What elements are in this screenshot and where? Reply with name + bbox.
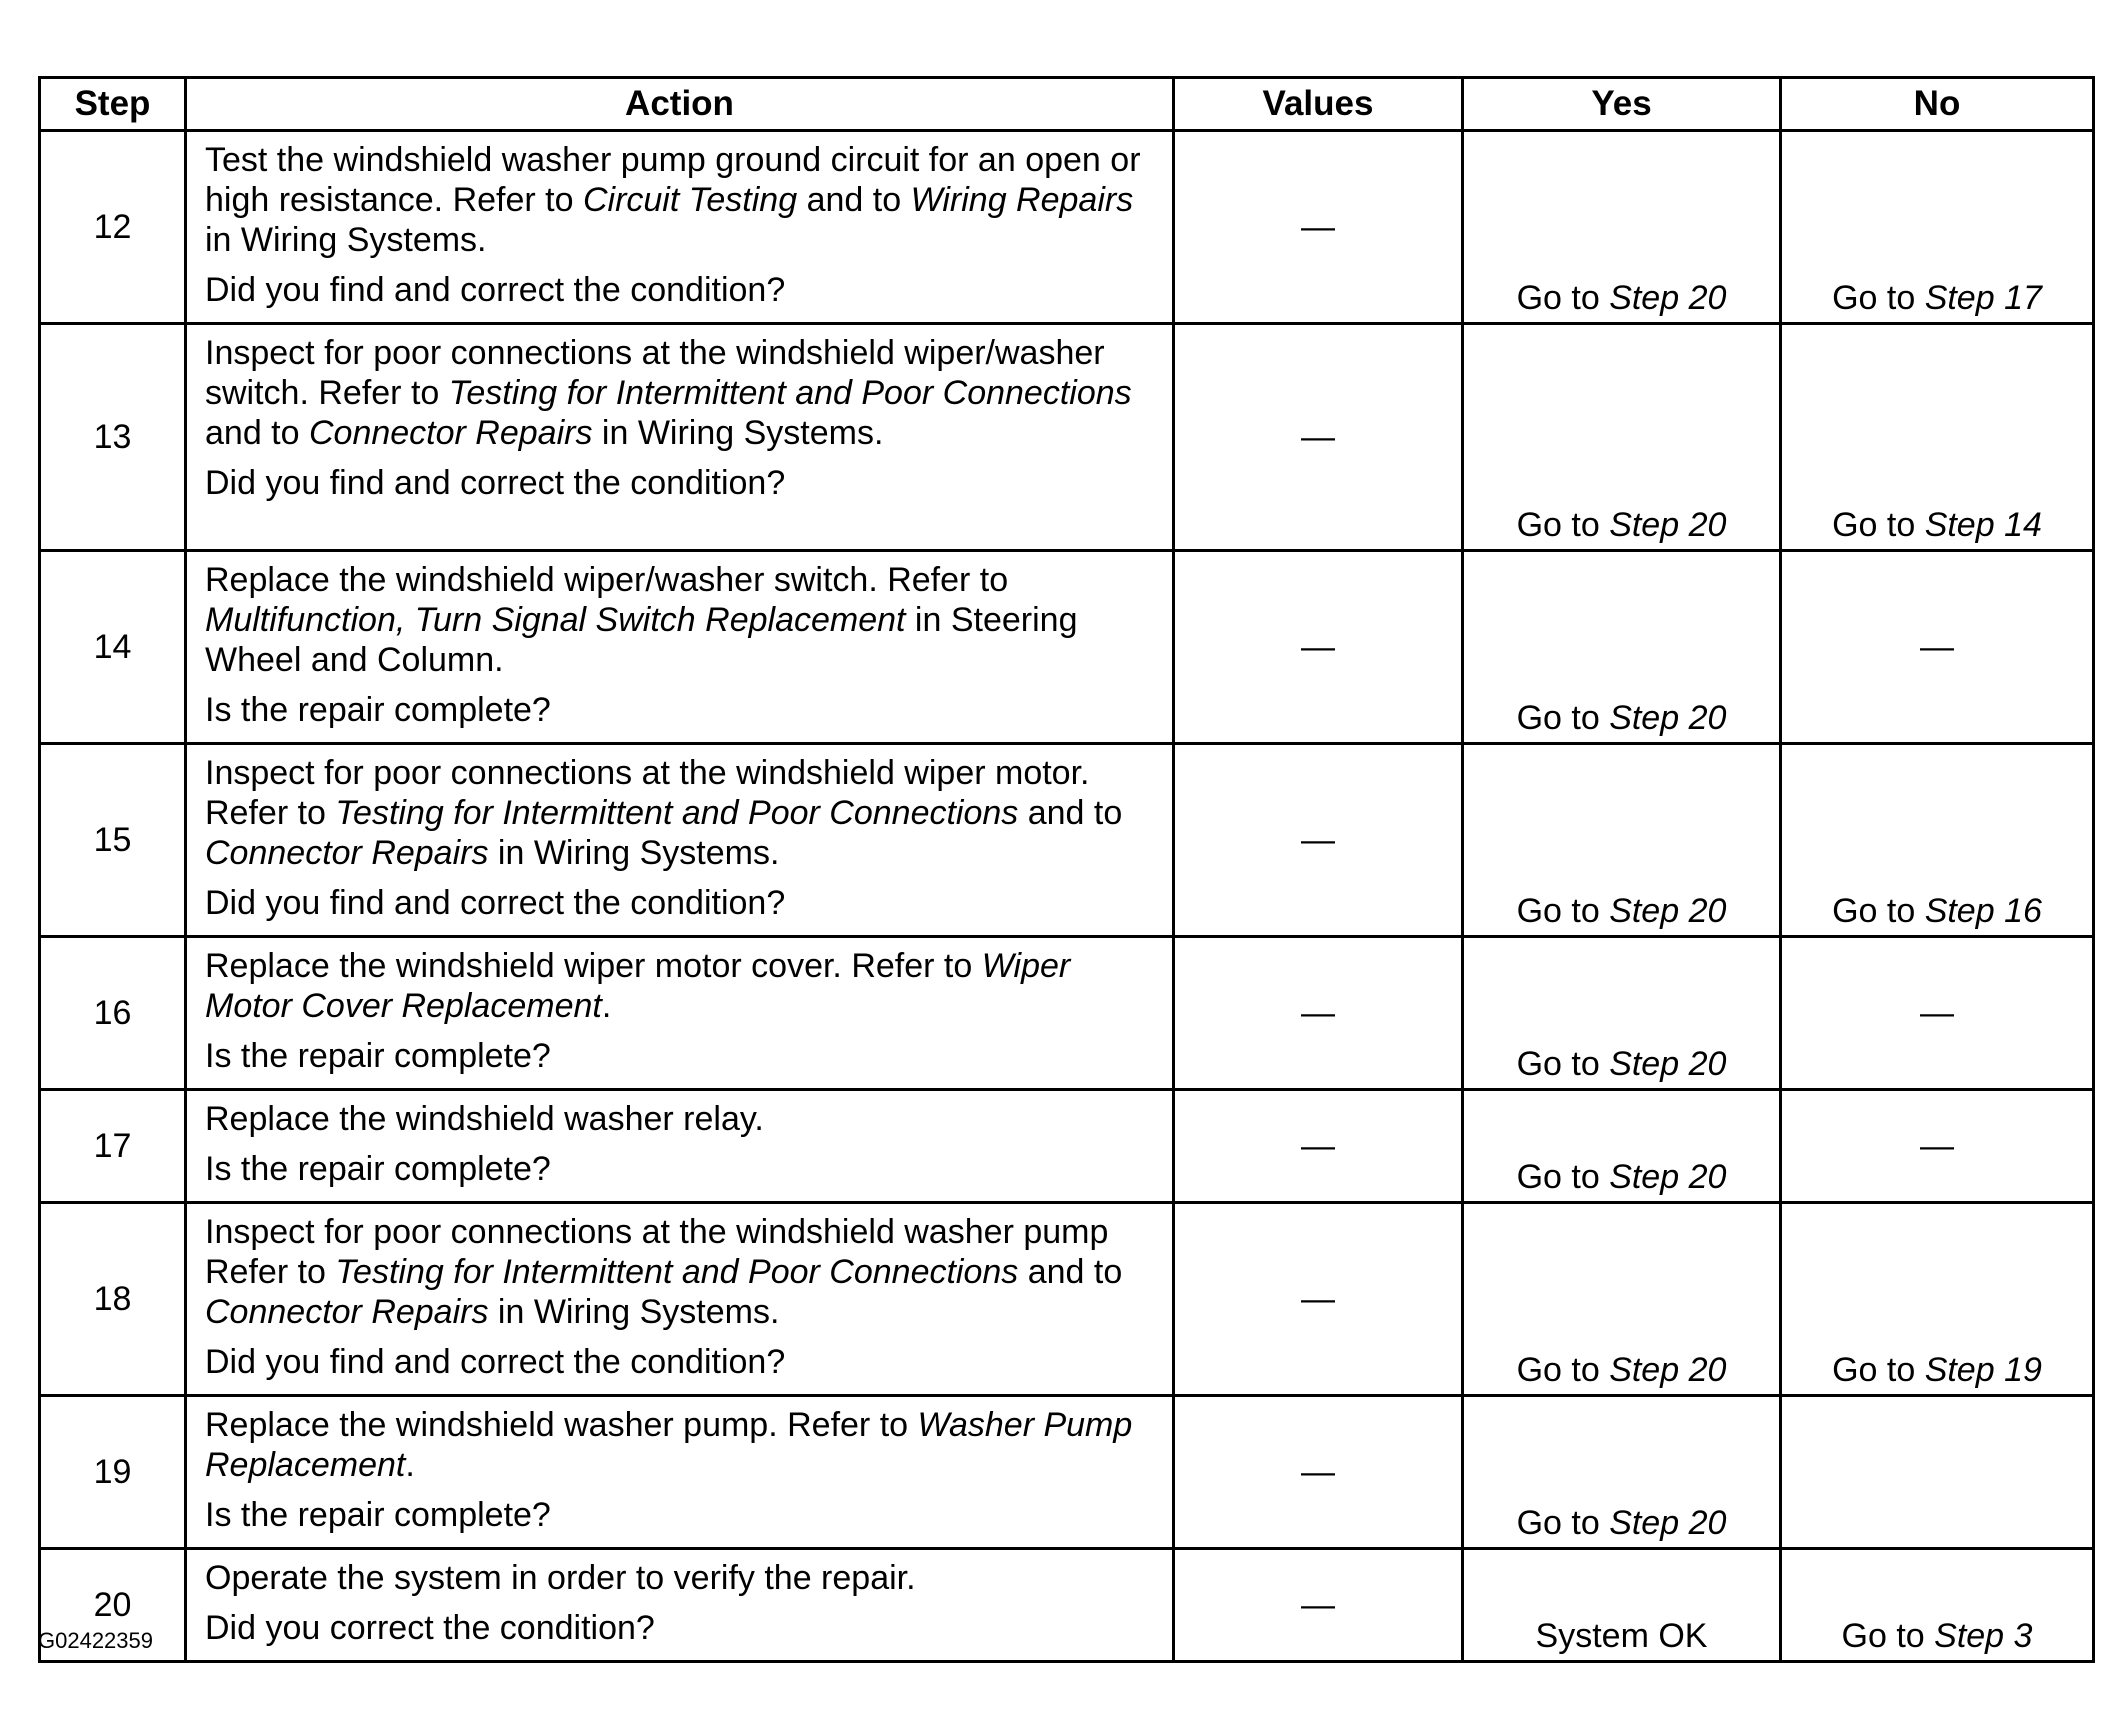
no-cell: —	[1781, 551, 2094, 744]
values-cell: —	[1174, 1090, 1463, 1203]
table-row	[40, 937, 2094, 1090]
no-cell: Go to Step 14	[1781, 324, 2094, 551]
table-row	[40, 131, 2094, 324]
header-row	[40, 78, 2094, 131]
step-number: 17	[40, 1090, 186, 1203]
table-row	[40, 1549, 2094, 1662]
diagnostic-table	[38, 76, 2095, 1663]
yes-cell: Go to Step 20	[1463, 551, 1781, 744]
action-cell	[186, 551, 1174, 744]
values-cell: —	[1174, 1396, 1463, 1549]
yes-cell: Go to Step 20	[1463, 1396, 1781, 1549]
no-cell	[1781, 1396, 2094, 1549]
action-question: Did you find and correct the condition?	[205, 884, 786, 922]
action-cell	[186, 131, 1174, 324]
yes-cell: Go to Step 20	[1463, 937, 1781, 1090]
header-step: Step	[40, 78, 186, 131]
table-row	[40, 744, 2094, 937]
action-question: Is the repair complete?	[205, 1037, 551, 1075]
header-action: Action	[186, 78, 1174, 131]
table-row	[40, 551, 2094, 744]
table-row	[40, 1396, 2094, 1549]
step-number: 13	[40, 324, 186, 551]
action-question: Did you find and correct the condition?	[205, 271, 786, 309]
values-cell: —	[1174, 1203, 1463, 1396]
step-number: 18	[40, 1203, 186, 1396]
step-number: 20	[40, 1549, 186, 1662]
action-instruction: Replace the windshield wiper/washer switch. Refer to Multifunction, Turn Signal Switch Replacement in Steering Wheel and Column.	[205, 561, 1078, 679]
step-number: 16	[40, 937, 186, 1090]
action-instruction: Inspect for poor connections at the windshield wiper/washer switch. Refer to Testing for Intermittent and Poor Connections and to Connector Repairs in Wiring Systems.	[205, 334, 1132, 452]
step-number: 19	[40, 1396, 186, 1549]
header-values: Values	[1174, 78, 1463, 131]
action-cell	[186, 744, 1174, 937]
action-instruction: Replace the windshield wiper motor cover. Refer to Wiper Motor Cover Replacement.	[205, 947, 1071, 1025]
yes-cell: Go to Step 20	[1463, 1203, 1781, 1396]
action-cell	[186, 1203, 1174, 1396]
action-instruction: Replace the windshield washer relay.	[205, 1100, 764, 1138]
header-yes: Yes	[1463, 78, 1781, 131]
action-cell	[186, 1549, 1174, 1662]
values-cell: —	[1174, 324, 1463, 551]
action-question: Did you find and correct the condition?	[205, 464, 786, 502]
values-cell: —	[1174, 937, 1463, 1090]
action-question: Did you find and correct the condition?	[205, 1343, 786, 1381]
table-row	[40, 324, 2094, 551]
no-cell: Go to Step 19	[1781, 1203, 2094, 1396]
action-cell	[186, 1396, 1174, 1549]
step-number: 15	[40, 744, 186, 937]
no-cell: Go to Step 17	[1781, 131, 2094, 324]
action-instruction: Test the windshield washer pump ground circuit for an open or high resistance. Refer to Circuit Testing and to Wiring Repairs in Wiring Systems.	[205, 141, 1141, 259]
no-cell: Go to Step 16	[1781, 744, 2094, 937]
table-body	[40, 131, 2094, 1662]
step-number: 14	[40, 551, 186, 744]
action-cell	[186, 324, 1174, 551]
action-question: Did you correct the condition?	[205, 1609, 655, 1647]
step-number: 12	[40, 131, 186, 324]
action-cell	[186, 937, 1174, 1090]
table-row	[40, 1203, 2094, 1396]
no-cell: —	[1781, 937, 2094, 1090]
action-instruction: Operate the system in order to verify the repair.	[205, 1559, 916, 1597]
yes-cell: Go to Step 20	[1463, 1090, 1781, 1203]
action-instruction: Inspect for poor connections at the windshield washer pump Refer to Testing for Intermittent and Poor Connections and to Connector Repairs in Wiring Systems.	[205, 1213, 1123, 1331]
values-cell: —	[1174, 551, 1463, 744]
yes-cell: System OK	[1463, 1549, 1781, 1662]
yes-cell: Go to Step 20	[1463, 131, 1781, 324]
action-question: Is the repair complete?	[205, 1150, 551, 1188]
action-question: Is the repair complete?	[205, 691, 551, 729]
action-question: Is the repair complete?	[205, 1496, 551, 1534]
table-row	[40, 1090, 2094, 1203]
header-no: No	[1781, 78, 2094, 131]
values-cell: —	[1174, 1549, 1463, 1662]
yes-cell: Go to Step 20	[1463, 744, 1781, 937]
no-cell: Go to Step 3	[1781, 1549, 2094, 1662]
action-instruction: Inspect for poor connections at the windshield wiper motor. Refer to Testing for Intermittent and Poor Connections and to Connector Repairs in Wiring Systems.	[205, 754, 1123, 872]
no-cell: —	[1781, 1090, 2094, 1203]
figure-id: G02422359	[38, 1628, 153, 1653]
action-instruction: Replace the windshield washer pump. Refer to Washer Pump Replacement.	[205, 1406, 1133, 1484]
yes-cell: Go to Step 20	[1463, 324, 1781, 551]
values-cell: —	[1174, 744, 1463, 937]
values-cell: —	[1174, 131, 1463, 324]
action-cell	[186, 1090, 1174, 1203]
